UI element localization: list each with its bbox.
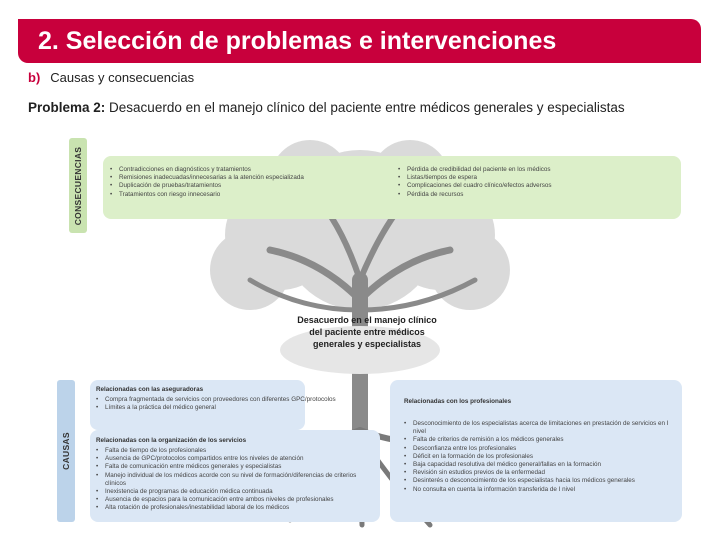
list-item: • Desconfianza entre los profesionales: [404, 445, 681, 453]
subtitle-letter: b): [28, 70, 41, 85]
list-item: • Ausencia de espacios para la comunicación entre ambos niveles de profesionales: [96, 496, 375, 504]
list-item: • Compra fragmentada de servicios con proveedores con diferentes GPC/protocolos: [96, 396, 336, 404]
causas-label: CAUSAS: [61, 432, 71, 470]
list-item: • Pérdida de recursos: [398, 191, 552, 199]
list-item: • Pérdida de credibilidad del paciente en los médicos: [398, 166, 552, 174]
list-item: • Remisiones inadecuadas/innecesarias a la atención especializada: [110, 174, 304, 182]
problem-statement: [28, 100, 625, 115]
list-item: • Tratamientos con riesgo innecesario: [110, 191, 304, 199]
section-subtitle: [28, 70, 194, 85]
list-item: • Desinterés o desconocimiento de los especialistas hacia los médicos generales: [404, 477, 681, 485]
list-item: • Inexistencia de programas de educación médica continuada: [96, 488, 375, 496]
list-item: • Duplicación de pruebas/tratamientos: [110, 182, 304, 190]
list-item: • Ausencia de GPC/protocolos compartidos entre los niveles de atención: [96, 455, 375, 463]
list-item: • Listas/tiempos de espera: [398, 174, 552, 182]
slide-title: 2. Selección de problemas e intervenciones: [38, 27, 557, 55]
list-item: • Falta de comunicación entre médicos generales y especialistas: [96, 463, 375, 471]
list-item: • Complicaciones del cuadro clínico/efectos adversos: [398, 182, 552, 190]
list-item: • Contradicciones en diagnósticos y tratamientos: [110, 166, 304, 174]
organizacion-title: Relacionadas con la organización de los servicios: [96, 437, 247, 444]
aseguradoras-title: Relacionadas con las aseguradoras: [96, 386, 204, 393]
list-item: • Revisión sin estudios previos de la enfermedad: [404, 469, 681, 477]
problem-label: Problema 2:: [28, 100, 106, 115]
core-problem: Desacuerdo en el manejo clínico del paciente entre médicos generales y especialistas: [297, 315, 437, 349]
list-item: • Baja capacidad resolutiva del médico general/fallas en la formación: [404, 461, 681, 469]
profesionales-title: Relacionadas con los profesionales: [404, 398, 512, 405]
list-item: • Alta rotación de profesionales/inestabilidad laboral de los médicos: [96, 504, 375, 512]
title-bar: [18, 19, 701, 63]
aseguradoras-list: [96, 396, 336, 412]
list-item: • Límites a la práctica del médico general: [96, 404, 336, 412]
consecuencias-right-list: [398, 166, 552, 199]
list-item: • Desconocimiento de los especialistas acerca de limitaciones en prestación de servicios en I nivel: [404, 420, 681, 436]
problem-text: Desacuerdo en el manejo clínico del paciente entre médicos generales y especialistas: [109, 100, 625, 115]
profesionales-list: [404, 420, 681, 494]
consecuencias-left-list: [110, 166, 304, 199]
list-item: • Manejo individual de los médicos acorde con su nivel de formación/diferencias de criterios clínicos: [96, 472, 375, 488]
causas-tab: [57, 380, 75, 522]
consecuencias-tab: [69, 138, 87, 233]
list-item: • Falta de criterios de remisión a los médicos generales: [404, 436, 681, 444]
list-item: • Déficit en la formación de los profesionales: [404, 453, 681, 461]
organizacion-list: [96, 447, 375, 513]
consecuencias-label: CONSECUENCIAS: [73, 146, 83, 225]
subtitle-text: Causas y consecuencias: [50, 70, 195, 85]
list-item: • Falta de tiempo de los profesionales: [96, 447, 375, 455]
list-item: • No consulta en cuenta la información transferida de I nivel: [404, 486, 681, 494]
